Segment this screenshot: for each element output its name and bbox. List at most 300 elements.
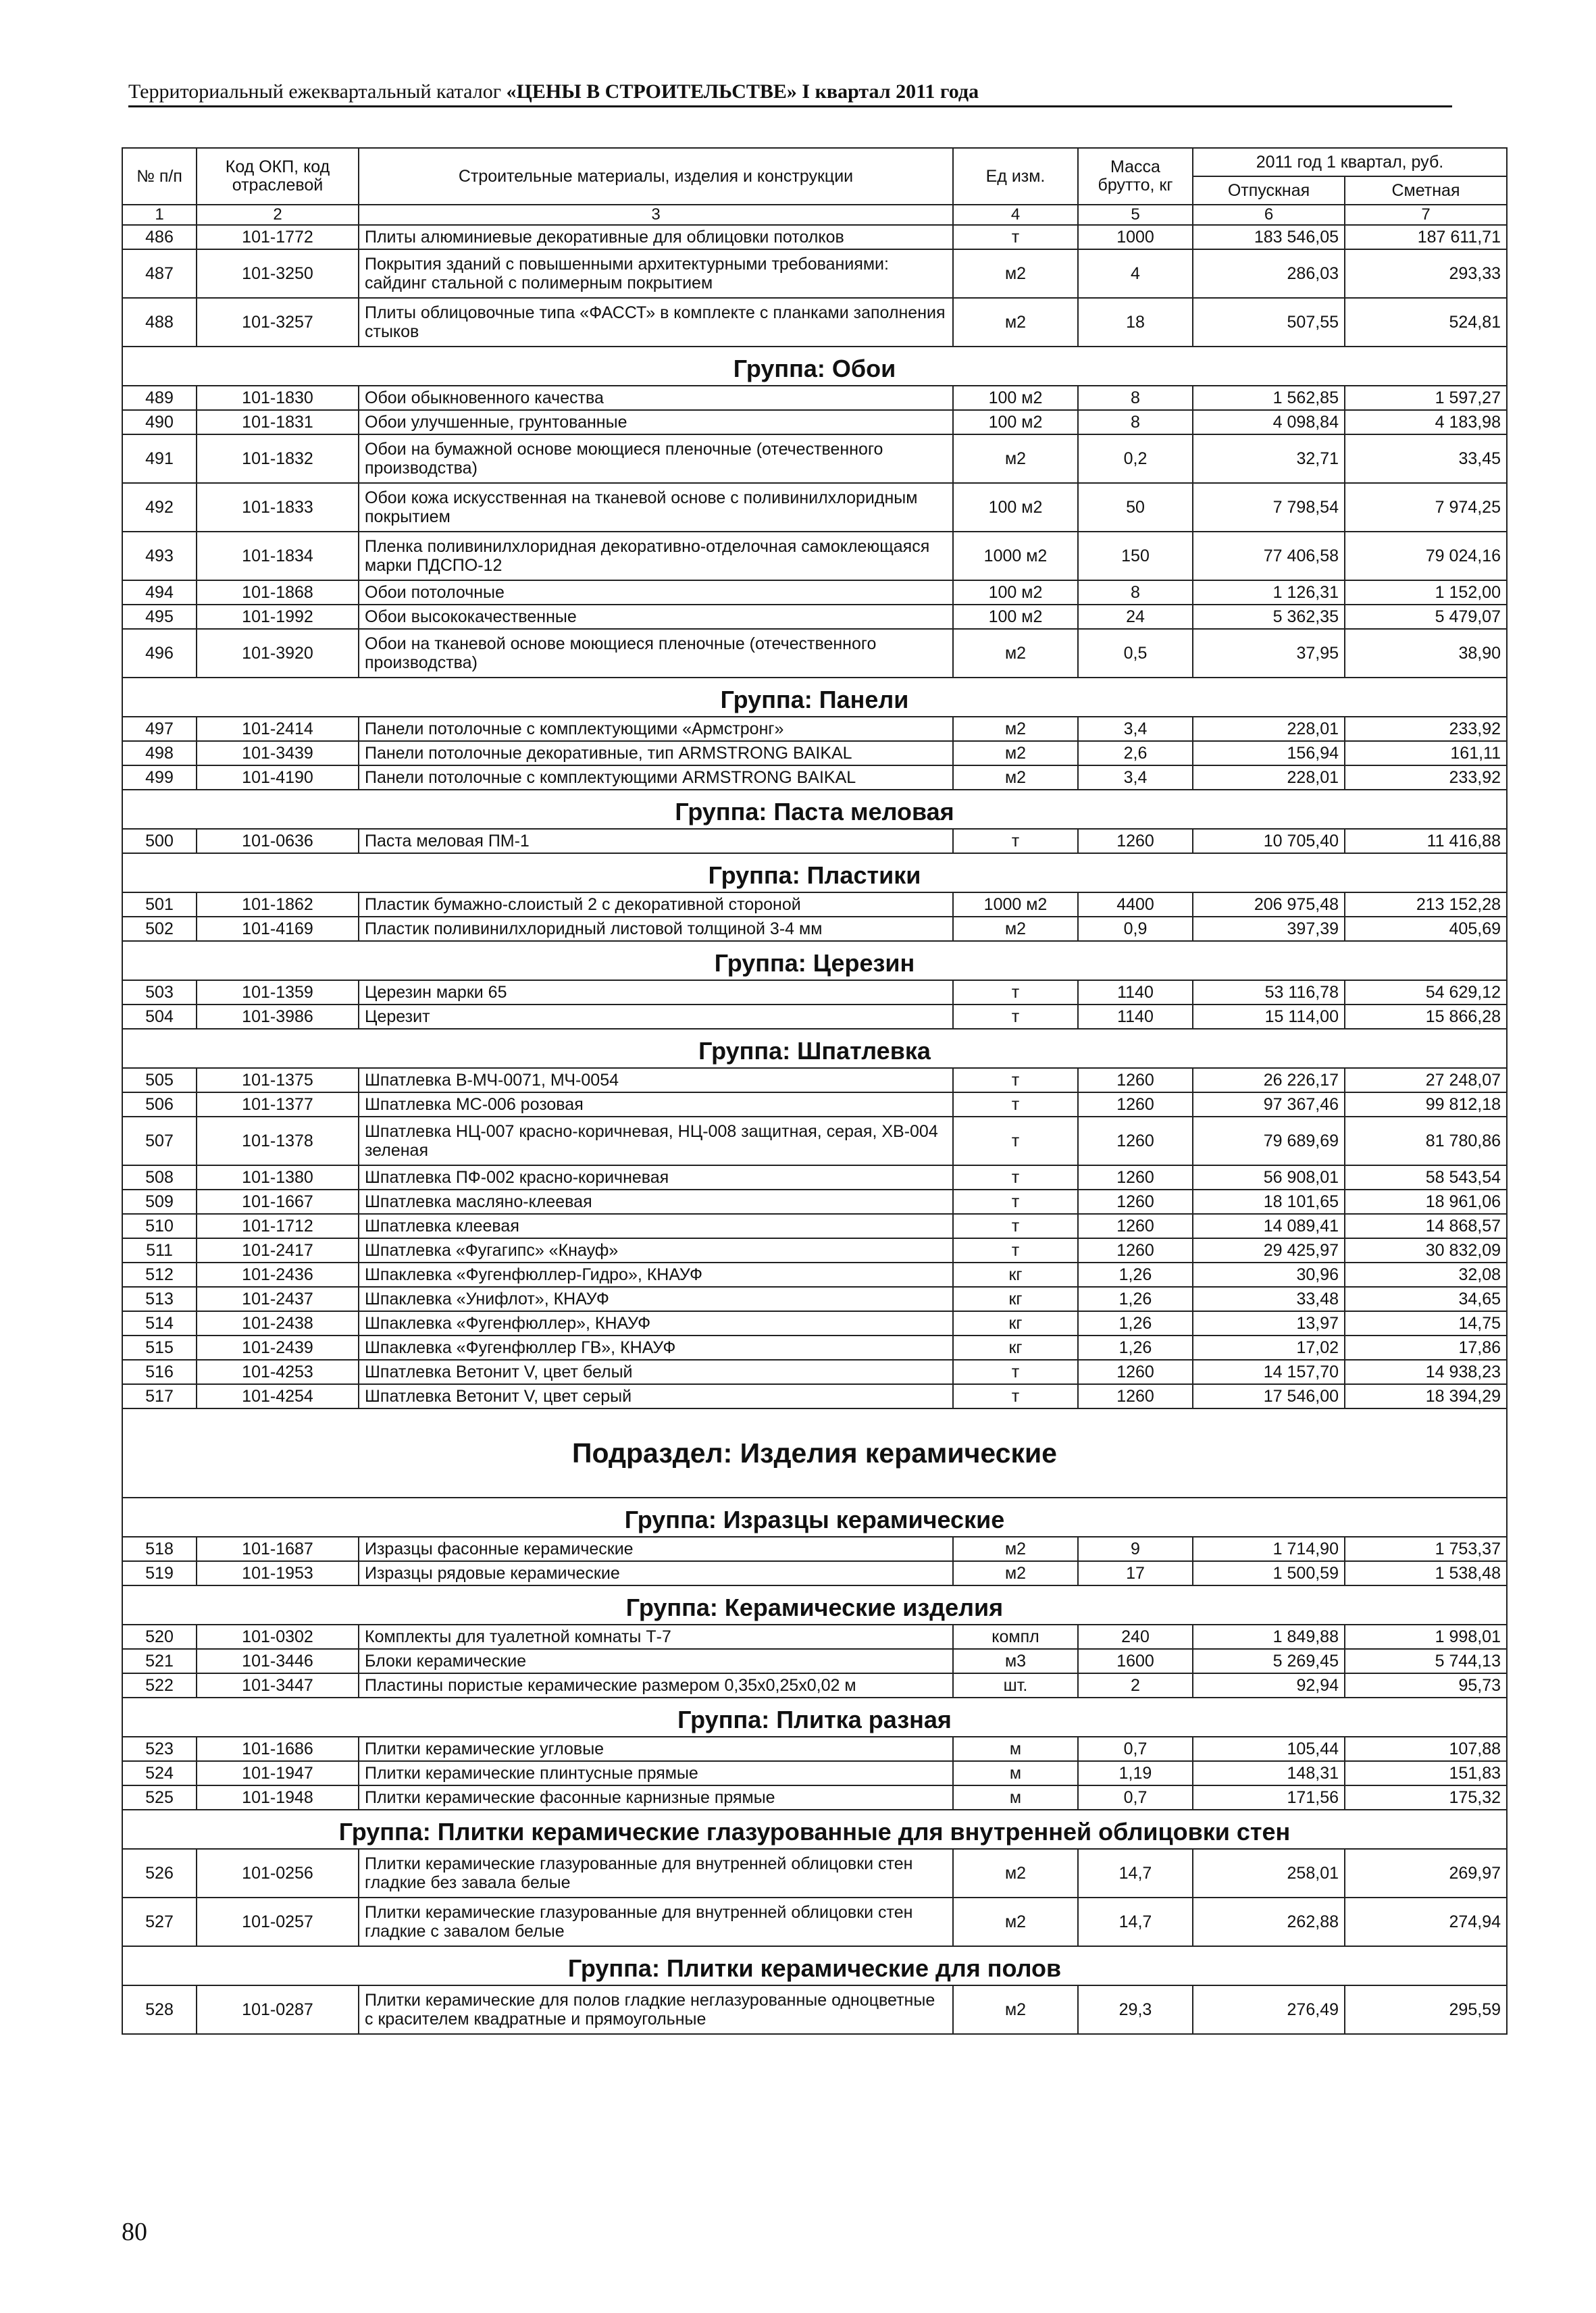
row-mass: 0,5 (1078, 629, 1193, 678)
row-code: 101-1868 (197, 580, 359, 605)
table-row (122, 1117, 1507, 1165)
col-number: 7 (1345, 205, 1507, 225)
row-estimate-price: 1 152,00 (1345, 580, 1507, 605)
col-number: 2 (197, 205, 359, 225)
group-row (122, 1698, 1507, 1737)
table-row (122, 629, 1507, 678)
row-release-price: 258,01 (1193, 1849, 1345, 1898)
col-release-header: Отпускная (1193, 176, 1345, 205)
col-code-header: Код ОКП, код отраслевой (197, 148, 359, 205)
row-release-price: 56 908,01 (1193, 1165, 1345, 1190)
row-release-price: 32,71 (1193, 434, 1345, 483)
row-mass: 8 (1078, 410, 1193, 434)
catalog-header (128, 80, 1452, 107)
row-estimate-price: 5 744,13 (1345, 1649, 1507, 1673)
row-number: 493 (122, 532, 197, 580)
row-name: Обои на бумажной основе моющиеся пленочные (отечественного производства) (359, 434, 953, 483)
row-name: Плитки керамические фасонные карнизные прямые (359, 1785, 953, 1810)
row-release-price: 5 269,45 (1193, 1649, 1345, 1673)
row-number: 524 (122, 1761, 197, 1785)
row-unit: м (953, 1737, 1078, 1761)
row-unit: т (953, 1092, 1078, 1117)
group-title: Группа: Церезин (122, 941, 1507, 980)
row-name: Шпатлевка масляно-клеевая (359, 1190, 953, 1214)
row-release-price: 183 546,05 (1193, 225, 1345, 249)
row-mass: 4 (1078, 249, 1193, 298)
row-mass: 0,7 (1078, 1785, 1193, 1810)
group-row (122, 790, 1507, 829)
table-row (122, 1625, 1507, 1649)
row-name: Пластины пористые керамические размером 0,35х0,25х0,02 м (359, 1673, 953, 1698)
row-number: 510 (122, 1214, 197, 1238)
group-title: Группа: Панели (122, 678, 1507, 717)
row-estimate-price: 27 248,07 (1345, 1068, 1507, 1092)
table-row (122, 1336, 1507, 1360)
table-row (122, 580, 1507, 605)
row-code: 101-3257 (197, 298, 359, 347)
row-release-price: 276,49 (1193, 1985, 1345, 2034)
row-number: 516 (122, 1360, 197, 1384)
row-unit: кг (953, 1263, 1078, 1287)
row-estimate-price: 1 998,01 (1345, 1625, 1507, 1649)
row-code: 101-3446 (197, 1649, 359, 1673)
table-row (122, 532, 1507, 580)
row-release-price: 97 367,46 (1193, 1092, 1345, 1117)
row-name: Шпаклевка «Фугенфюллер», КНАУФ (359, 1311, 953, 1336)
row-mass: 240 (1078, 1625, 1193, 1649)
table-row (122, 1092, 1507, 1117)
table-row (122, 1360, 1507, 1384)
row-unit: м2 (953, 298, 1078, 347)
row-name: Церезин марки 65 (359, 980, 953, 1005)
table-row (122, 917, 1507, 941)
row-unit: т (953, 1190, 1078, 1214)
row-code: 101-4169 (197, 917, 359, 941)
row-number: 492 (122, 483, 197, 532)
row-code: 101-1687 (197, 1537, 359, 1561)
table-row (122, 298, 1507, 347)
table-row (122, 410, 1507, 434)
col-number: 5 (1078, 205, 1193, 225)
row-code: 101-1377 (197, 1092, 359, 1117)
header-title: «ЦЕНЫ В СТРОИТЕЛЬСТВЕ» I квартал 2011 года (506, 80, 979, 103)
table-row (122, 1537, 1507, 1561)
row-unit: т (953, 1384, 1078, 1408)
row-mass: 1260 (1078, 1214, 1193, 1238)
row-estimate-price: 17,86 (1345, 1336, 1507, 1360)
row-release-price: 92,94 (1193, 1673, 1345, 1698)
row-code: 101-1947 (197, 1761, 359, 1785)
row-code: 101-1378 (197, 1117, 359, 1165)
table-row (122, 483, 1507, 532)
row-estimate-price: 34,65 (1345, 1287, 1507, 1311)
row-estimate-price: 14 938,23 (1345, 1360, 1507, 1384)
row-name: Шпатлевка Ветонит V, цвет серый (359, 1384, 953, 1408)
table-row (122, 1737, 1507, 1761)
group-title: Группа: Изразцы керамические (122, 1498, 1507, 1537)
group-row (122, 1029, 1507, 1068)
row-estimate-price: 11 416,88 (1345, 829, 1507, 853)
row-mass: 0,7 (1078, 1737, 1193, 1761)
subsection-title: Подраздел: Изделия керамические (122, 1408, 1507, 1498)
row-name: Шпатлевка В-МЧ-0071, МЧ-0054 (359, 1068, 953, 1092)
row-estimate-price: 524,81 (1345, 298, 1507, 347)
row-code: 101-1862 (197, 892, 359, 917)
row-mass: 2 (1078, 1673, 1193, 1698)
row-number: 498 (122, 741, 197, 765)
row-unit: м2 (953, 1985, 1078, 2034)
row-estimate-price: 38,90 (1345, 629, 1507, 678)
row-estimate-price: 233,92 (1345, 717, 1507, 741)
row-code: 101-1772 (197, 225, 359, 249)
row-name: Комплекты для туалетной комнаты Т-7 (359, 1625, 953, 1649)
row-unit: м2 (953, 1537, 1078, 1561)
group-row (122, 347, 1507, 386)
row-unit: м2 (953, 741, 1078, 765)
row-code: 101-3250 (197, 249, 359, 298)
row-name: Пленка поливинилхлоридная декоративно-отделочная самоклеющаяся марки ПДСПО-12 (359, 532, 953, 580)
row-release-price: 15 114,00 (1193, 1005, 1345, 1029)
row-unit: м2 (953, 249, 1078, 298)
row-release-price: 206 975,48 (1193, 892, 1345, 917)
row-number: 490 (122, 410, 197, 434)
row-name: Изразцы фасонные керамические (359, 1537, 953, 1561)
row-name: Шпатлевка клеевая (359, 1214, 953, 1238)
row-estimate-price: 269,97 (1345, 1849, 1507, 1898)
row-mass: 3,4 (1078, 765, 1193, 790)
row-estimate-price: 151,83 (1345, 1761, 1507, 1785)
row-estimate-price: 161,11 (1345, 741, 1507, 765)
row-release-price: 26 226,17 (1193, 1068, 1345, 1092)
row-unit: м2 (953, 1898, 1078, 1946)
row-estimate-price: 175,32 (1345, 1785, 1507, 1810)
row-mass: 24 (1078, 605, 1193, 629)
table-row (122, 1384, 1507, 1408)
row-unit: 100 м2 (953, 580, 1078, 605)
col-unit-header: Ед изм. (953, 148, 1078, 205)
row-code: 101-0302 (197, 1625, 359, 1649)
row-release-price: 53 116,78 (1193, 980, 1345, 1005)
row-unit: 100 м2 (953, 605, 1078, 629)
row-number: 502 (122, 917, 197, 941)
row-number: 494 (122, 580, 197, 605)
group-row (122, 1810, 1507, 1849)
row-number: 518 (122, 1537, 197, 1561)
row-name: Паста меловая ПМ-1 (359, 829, 953, 853)
row-name: Обои кожа искусственная на тканевой основе с поливинилхлоридным покрытием (359, 483, 953, 532)
row-name: Шпатлевка НЦ-007 красно-коричневая, НЦ-008 защитная, серая, ХВ-004 зеленая (359, 1117, 953, 1165)
row-mass: 1260 (1078, 1165, 1193, 1190)
table-row (122, 980, 1507, 1005)
table-row (122, 434, 1507, 483)
table-row (122, 765, 1507, 790)
group-title: Группа: Паста меловая (122, 790, 1507, 829)
row-name: Панели потолочные с комплектующими ARMSTRONG BAIKAL (359, 765, 953, 790)
row-unit: м2 (953, 1561, 1078, 1585)
row-mass: 1260 (1078, 1092, 1193, 1117)
row-code: 101-2438 (197, 1311, 359, 1336)
table-row (122, 1561, 1507, 1585)
row-name: Блоки керамические (359, 1649, 953, 1673)
row-release-price: 397,39 (1193, 917, 1345, 941)
row-number: 504 (122, 1005, 197, 1029)
row-estimate-price: 14,75 (1345, 1311, 1507, 1336)
col-estimate-header: Сметная (1345, 176, 1507, 205)
row-name: Пластик бумажно-слоистый 2 с декоративной стороной (359, 892, 953, 917)
row-release-price: 17,02 (1193, 1336, 1345, 1360)
row-code: 101-1831 (197, 410, 359, 434)
row-mass: 1,26 (1078, 1311, 1193, 1336)
row-code: 101-1375 (197, 1068, 359, 1092)
row-number: 513 (122, 1287, 197, 1311)
row-estimate-price: 79 024,16 (1345, 532, 1507, 580)
row-unit: м2 (953, 434, 1078, 483)
group-title: Группа: Плитки керамические глазурованные для внутренней облицовки стен (122, 1810, 1507, 1849)
row-code: 101-4253 (197, 1360, 359, 1384)
row-estimate-price: 95,73 (1345, 1673, 1507, 1698)
row-name: Плитки керамические плинтусные прямые (359, 1761, 953, 1785)
row-unit: 1000 м2 (953, 892, 1078, 917)
row-release-price: 105,44 (1193, 1737, 1345, 1761)
row-number: 520 (122, 1625, 197, 1649)
row-estimate-price: 274,94 (1345, 1898, 1507, 1946)
col-num-header: № п/п (122, 148, 197, 205)
row-name: Плитки керамические угловые (359, 1737, 953, 1761)
group-row (122, 1946, 1507, 1985)
row-mass: 18 (1078, 298, 1193, 347)
row-unit: м2 (953, 1849, 1078, 1898)
group-title: Группа: Плитка разная (122, 1698, 1507, 1737)
row-estimate-price: 405,69 (1345, 917, 1507, 941)
row-code: 101-2417 (197, 1238, 359, 1263)
table-row (122, 386, 1507, 410)
row-code: 101-1712 (197, 1214, 359, 1238)
row-number: 486 (122, 225, 197, 249)
col-mass-header: Масса брутто, кг (1078, 148, 1193, 205)
row-mass: 1,26 (1078, 1336, 1193, 1360)
row-release-price: 156,94 (1193, 741, 1345, 765)
row-number: 515 (122, 1336, 197, 1360)
price-table (122, 147, 1508, 2035)
row-release-price: 33,48 (1193, 1287, 1345, 1311)
row-release-price: 228,01 (1193, 765, 1345, 790)
row-release-price: 14 089,41 (1193, 1214, 1345, 1238)
group-title: Группа: Плитки керамические для полов (122, 1946, 1507, 1985)
row-estimate-price: 107,88 (1345, 1737, 1507, 1761)
row-name: Обои на тканевой основе моющиеся пленочные (отечественного производства) (359, 629, 953, 678)
row-number: 511 (122, 1238, 197, 1263)
col-name-header: Строительные материалы, изделия и конструкции (359, 148, 953, 205)
row-mass: 0,9 (1078, 917, 1193, 941)
subsection-row (122, 1408, 1507, 1498)
row-code: 101-1830 (197, 386, 359, 410)
row-number: 527 (122, 1898, 197, 1946)
row-mass: 1260 (1078, 1190, 1193, 1214)
row-release-price: 14 157,70 (1193, 1360, 1345, 1384)
col-number: 4 (953, 205, 1078, 225)
row-code: 101-3986 (197, 1005, 359, 1029)
group-row (122, 941, 1507, 980)
row-number: 521 (122, 1649, 197, 1673)
row-release-price: 286,03 (1193, 249, 1345, 298)
row-mass: 1000 (1078, 225, 1193, 249)
row-release-price: 148,31 (1193, 1761, 1345, 1785)
row-number: 500 (122, 829, 197, 853)
row-unit: т (953, 1005, 1078, 1029)
row-number: 505 (122, 1068, 197, 1092)
row-estimate-price: 7 974,25 (1345, 483, 1507, 532)
row-mass: 1140 (1078, 980, 1193, 1005)
row-number: 514 (122, 1311, 197, 1336)
row-unit: т (953, 1165, 1078, 1190)
group-row (122, 1585, 1507, 1625)
row-unit: м2 (953, 765, 1078, 790)
row-code: 101-2439 (197, 1336, 359, 1360)
row-unit: кг (953, 1336, 1078, 1360)
row-mass: 17 (1078, 1561, 1193, 1585)
row-unit: т (953, 1238, 1078, 1263)
table-row (122, 1287, 1507, 1311)
row-code: 101-1667 (197, 1190, 359, 1214)
row-name: Плитки керамические глазурованные для внутренней облицовки стен гладкие с завалом белые (359, 1898, 953, 1946)
row-code: 101-1948 (197, 1785, 359, 1810)
row-number: 487 (122, 249, 197, 298)
row-unit: т (953, 1360, 1078, 1384)
row-code: 101-0257 (197, 1898, 359, 1946)
row-mass: 1600 (1078, 1649, 1193, 1673)
row-number: 508 (122, 1165, 197, 1190)
row-estimate-price: 14 868,57 (1345, 1214, 1507, 1238)
table-row (122, 1785, 1507, 1810)
table-row (122, 225, 1507, 249)
page-number: 80 (122, 2218, 147, 2246)
row-estimate-price: 33,45 (1345, 434, 1507, 483)
row-name: Шпатлевка «Фугагипс» «Кнауф» (359, 1238, 953, 1263)
row-unit: м2 (953, 917, 1078, 941)
row-code: 101-2414 (197, 717, 359, 741)
row-mass: 8 (1078, 386, 1193, 410)
row-mass: 3,4 (1078, 717, 1193, 741)
row-mass: 0,2 (1078, 434, 1193, 483)
row-release-price: 79 689,69 (1193, 1117, 1345, 1165)
col-number: 1 (122, 205, 197, 225)
row-unit: т (953, 1068, 1078, 1092)
row-release-price: 77 406,58 (1193, 532, 1345, 580)
table-row (122, 1898, 1507, 1946)
row-estimate-price: 1 538,48 (1345, 1561, 1507, 1585)
row-release-price: 1 849,88 (1193, 1625, 1345, 1649)
row-release-price: 29 425,97 (1193, 1238, 1345, 1263)
group-title: Группа: Керамические изделия (122, 1585, 1507, 1625)
row-code: 101-1359 (197, 980, 359, 1005)
row-unit: 1000 м2 (953, 532, 1078, 580)
group-title: Группа: Шпатлевка (122, 1029, 1507, 1068)
row-mass: 1140 (1078, 1005, 1193, 1029)
row-release-price: 1 562,85 (1193, 386, 1345, 410)
row-estimate-price: 187 611,71 (1345, 225, 1507, 249)
row-unit: т (953, 829, 1078, 853)
row-name: Плиты алюминиевые декоративные для облицовки потолков (359, 225, 953, 249)
row-estimate-price: 32,08 (1345, 1263, 1507, 1287)
row-unit: м (953, 1761, 1078, 1785)
table-row (122, 892, 1507, 917)
row-release-price: 171,56 (1193, 1785, 1345, 1810)
row-name: Обои потолочные (359, 580, 953, 605)
group-title: Группа: Пластики (122, 853, 1507, 892)
row-unit: 100 м2 (953, 386, 1078, 410)
row-mass: 1260 (1078, 1238, 1193, 1263)
row-release-price: 507,55 (1193, 298, 1345, 347)
row-number: 506 (122, 1092, 197, 1117)
row-estimate-price: 1 753,37 (1345, 1537, 1507, 1561)
table-row (122, 605, 1507, 629)
row-estimate-price: 30 832,09 (1345, 1238, 1507, 1263)
col-period-header: 2011 год 1 квартал, руб. (1193, 148, 1507, 176)
row-code: 101-3447 (197, 1673, 359, 1698)
row-mass: 1,19 (1078, 1761, 1193, 1785)
row-release-price: 7 798,54 (1193, 483, 1345, 532)
row-number: 509 (122, 1190, 197, 1214)
row-number: 507 (122, 1117, 197, 1165)
row-estimate-price: 18 394,29 (1345, 1384, 1507, 1408)
row-number: 523 (122, 1737, 197, 1761)
row-mass: 1260 (1078, 829, 1193, 853)
row-unit: т (953, 980, 1078, 1005)
row-name: Изразцы рядовые керамические (359, 1561, 953, 1585)
table-row (122, 1985, 1507, 2034)
table-row (122, 1849, 1507, 1898)
row-name: Обои улучшенные, грунтованные (359, 410, 953, 434)
row-code: 101-1832 (197, 434, 359, 483)
row-number: 503 (122, 980, 197, 1005)
row-name: Шпаклевка «Унифлот», КНАУФ (359, 1287, 953, 1311)
row-number: 489 (122, 386, 197, 410)
row-unit: т (953, 1117, 1078, 1165)
row-number: 525 (122, 1785, 197, 1810)
row-name: Шпаклевка «Фугенфюллер ГВ», КНАУФ (359, 1336, 953, 1360)
row-name: Церезит (359, 1005, 953, 1029)
row-release-price: 5 362,35 (1193, 605, 1345, 629)
table-row (122, 1761, 1507, 1785)
row-name: Покрытия зданий с повышенными архитектурными требованиями: сайдинг стальной с полимерным покрытием (359, 249, 953, 298)
row-unit: м2 (953, 629, 1078, 678)
row-number: 495 (122, 605, 197, 629)
row-mass: 4400 (1078, 892, 1193, 917)
row-mass: 1,26 (1078, 1287, 1193, 1311)
row-mass: 1260 (1078, 1117, 1193, 1165)
row-unit: м (953, 1785, 1078, 1810)
table-row (122, 1165, 1507, 1190)
row-code: 101-3920 (197, 629, 359, 678)
row-number: 522 (122, 1673, 197, 1698)
row-code: 101-4190 (197, 765, 359, 790)
row-unit: 100 м2 (953, 410, 1078, 434)
table-row (122, 1649, 1507, 1673)
row-number: 491 (122, 434, 197, 483)
table-row (122, 1068, 1507, 1092)
row-mass: 2,6 (1078, 741, 1193, 765)
row-mass: 1260 (1078, 1360, 1193, 1384)
row-estimate-price: 295,59 (1345, 1985, 1507, 2034)
row-release-price: 1 500,59 (1193, 1561, 1345, 1585)
table-row (122, 1005, 1507, 1029)
table-row (122, 717, 1507, 741)
row-code: 101-0256 (197, 1849, 359, 1898)
row-mass: 150 (1078, 532, 1193, 580)
row-number: 496 (122, 629, 197, 678)
row-estimate-price: 293,33 (1345, 249, 1507, 298)
row-number: 499 (122, 765, 197, 790)
